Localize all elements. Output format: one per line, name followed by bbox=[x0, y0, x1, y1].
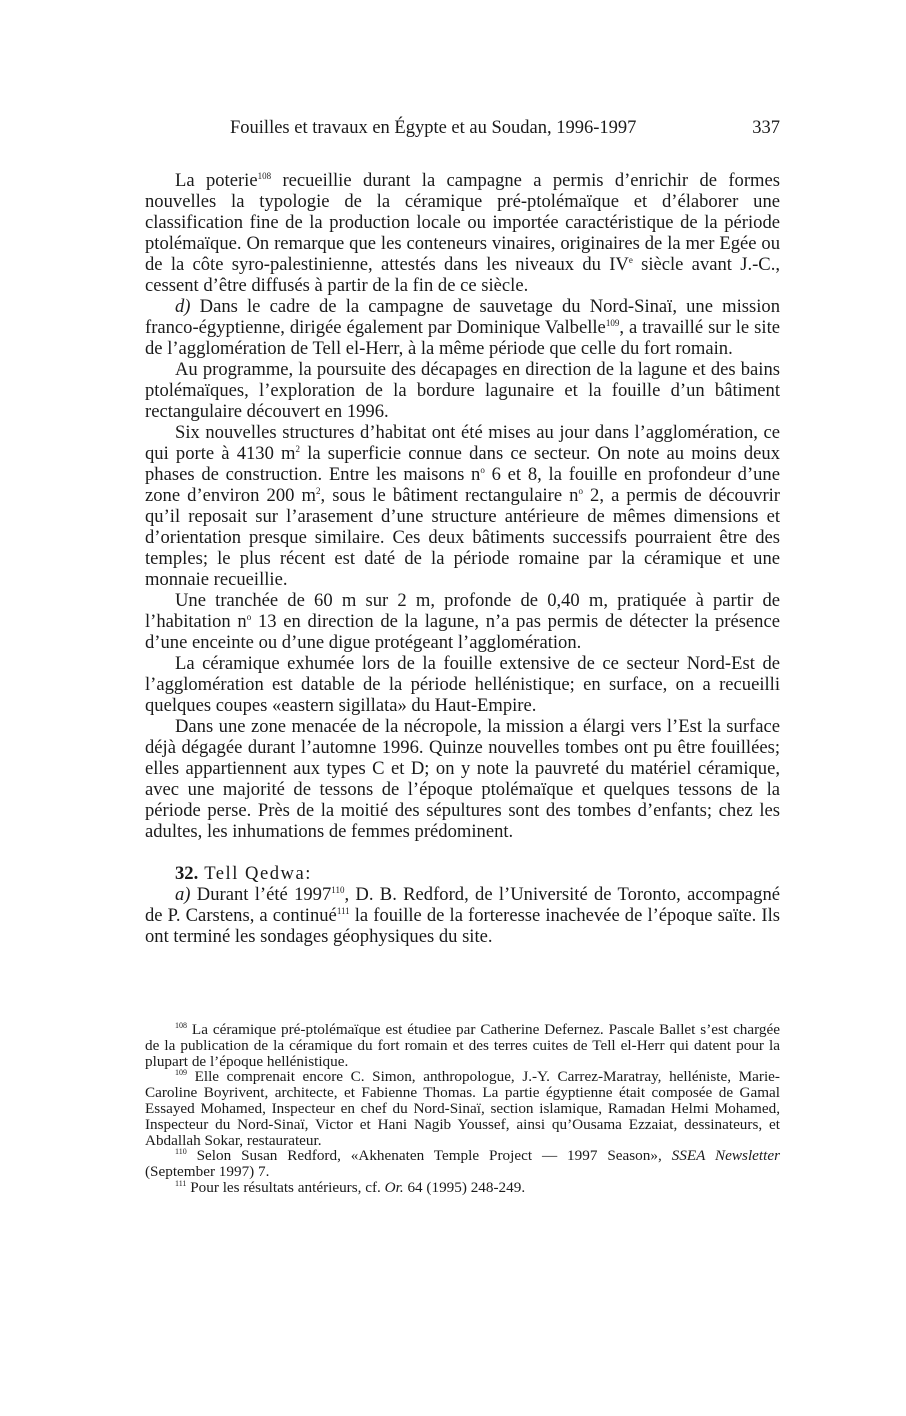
text-run: , a travaillé sur le site de l’agglomération de Tell el-Herr, à la même période que celle du fort romain. bbox=[145, 317, 780, 359]
body-paragraph bbox=[145, 716, 780, 842]
footnote-ref: 110 bbox=[331, 885, 345, 895]
footnote-ref: 109 bbox=[605, 318, 620, 328]
body-paragraph bbox=[145, 653, 780, 716]
italic-text: d) bbox=[175, 296, 191, 317]
text-run: Au programme, la poursuite des décapages en direction de la lagune et des bains ptolémaïques, l’exploration de la bordure lagunaire et la fouille d’un bâtiment rectangulaire découvert en 1996. bbox=[145, 359, 780, 422]
text-run: Durant l’été 1997 bbox=[190, 884, 332, 905]
text-run: Selon Susan Redford, «Akhenaten Temple Project — 1997 Season», bbox=[186, 1147, 672, 1165]
body-paragraph bbox=[145, 359, 780, 422]
footnote bbox=[145, 1022, 780, 1069]
footnote bbox=[145, 1180, 780, 1196]
footnote bbox=[145, 1069, 780, 1148]
body-text bbox=[145, 170, 780, 947]
footnote-ref: 108 bbox=[257, 171, 272, 181]
text-run: La céramique pré-ptolémaïque est étudiee par Catherine Defernez. Pascale Ballet s’est chargée de la publication de la céramique du fort romain et des terres cuites de Tell el-Herr qui datent pour la plupart de l’époque hellénistique. bbox=[145, 1021, 780, 1070]
section-heading bbox=[145, 863, 780, 884]
text-run: Dans le cadre de la campagne de sauvetage du Nord-Sinaï, une mission franco-égyptienne, dirigée également par Dominique Valbelle bbox=[145, 296, 780, 338]
text-run: Six nouvelles structures d’habitat ont été mises au jour dans l’agglomération, ce qui porte à 4130 m bbox=[145, 422, 780, 464]
page-number: 337 bbox=[752, 118, 780, 138]
section-title: Tell Qedwa: bbox=[204, 863, 312, 884]
body-paragraph bbox=[145, 296, 780, 359]
italic-text: Or. bbox=[384, 1178, 404, 1196]
footnote-ref: 108 bbox=[175, 1021, 187, 1030]
italic-text: a) bbox=[175, 884, 191, 905]
text-run: Une tranchée de 60 m sur 2 m, profonde de 0,40 m, pratiquée à partir de l’habitation n bbox=[145, 590, 780, 632]
text-run: Elle comprenait encore C. Simon, anthropologue, J.-Y. Carrez-Maratray, helléniste, Marie-Caroline Boyrivent, architecte, et Fabienne Thomas. La partie égyptienne était composée de Gamal Essayed Mohamed, Inspecteur en chef du Nord-Sinaï, section islamique, Ramadan Helmi Mohamed, Inspecteur du Nord-Sinaï, Victor et Hani Nagib Youssef, ainsi qu’Ousama Ezzaiat, dessinateurs, et Abdallah Sokar, restaurateur. bbox=[145, 1068, 780, 1149]
body-paragraph bbox=[145, 590, 780, 653]
footnote-ref: o bbox=[480, 465, 485, 475]
section-number: 32. bbox=[175, 863, 199, 884]
footnote-ref: 109 bbox=[175, 1068, 187, 1078]
text-run: 6 et 8, la fouille en profondeur d’une zone d’environ 200 m bbox=[145, 464, 780, 506]
footnote-ref: o bbox=[246, 612, 252, 622]
text-run: (September 1997) 7. bbox=[145, 1163, 270, 1181]
text-run: , D. B. Redford, de l’Université de Toronto, accompagné de P. Carstens, a continué bbox=[145, 884, 781, 926]
footnote-ref: e bbox=[628, 255, 633, 265]
text-run: La poterie bbox=[175, 170, 258, 191]
italic-text: SSEA Newsletter bbox=[671, 1147, 780, 1165]
footnote bbox=[145, 1148, 780, 1180]
text-run: recueillie durant la campagne a permis d’enrichir de formes nouvelles la typologie de la céramique pré-ptolémaïque et d’élaborer une classification fine de la production locale ou importée caractéristique de la période ptolémaïque. On remarque que les conteneurs vinaires, originaires de la mer Egée ou de la côte syro-palestinienne, attestés dans les niveaux du IV bbox=[145, 170, 780, 275]
text-run: la superficie connue dans ce secteur. On note au moins deux phases de construction. Entre les maisons n bbox=[145, 443, 780, 485]
text-run: Dans une zone menacée de la nécropole, la mission a élargi vers l’Est la surface déjà dégagée durant l’automne 1996. Quinze nouvelles tombes ont pu être fouillées; elles appartiennent aux types C et D; on y note la pauvreté du matériel céramique, avec une majorité de tessons de l’époque ptolémaïque et quelques tessons de la période perse. Près de la moitié des sépultures sont des tombes d’enfants; chez les adultes, les inhumations de femmes prédominent. bbox=[145, 716, 780, 842]
body-paragraph bbox=[145, 170, 780, 296]
text-run: , sous le bâtiment rectangulaire n bbox=[320, 485, 579, 506]
text-run: la fouille de la forteresse inachevée de l’époque saïte. Ils ont terminé les sondages géophysiques du site. bbox=[145, 905, 780, 947]
footnotes bbox=[145, 1022, 780, 1196]
text-run: Pour les résultats antérieurs, cf. bbox=[186, 1178, 385, 1196]
text-run: La céramique exhumée lors de la fouille extensive de ce secteur Nord-Est de l’agglomération est datable de la période hellénistique; en surface, on a recueilli quelques coupes «eastern sigillata» du Haut-Empire. bbox=[145, 653, 780, 716]
running-title: Fouilles et travaux en Égypte et au Soudan, 1996-1997 bbox=[230, 118, 637, 138]
footnote-ref: 2 bbox=[295, 444, 301, 454]
section-paragraph bbox=[145, 884, 780, 947]
footnote-ref: o bbox=[578, 486, 583, 496]
footnote-ref: 2 bbox=[316, 486, 321, 496]
footnote-ref: 111 bbox=[336, 906, 350, 916]
text-run: siècle avant J.-C., cessent d’être diffusés à partir de la fin de ce siècle. bbox=[145, 254, 780, 296]
text-run: 13 en direction de la lagune, n’a pas permis de détecter la présence d’une enceinte ou d’une digue protégeant l’agglomération. bbox=[145, 611, 780, 653]
text-run: 2, a permis de découvrir qu’il reposait sur l’arasement d’une structure antérieure de mêmes dimensions et d’orientation presque similaire. Ces deux bâtiments successifs pourraient être des temples; le plus récent est daté de la période romaine par la céramique et une monnaie recueillie. bbox=[145, 485, 780, 590]
text-run: 64 (1995) 248-249. bbox=[403, 1178, 526, 1196]
footnote-ref: 110 bbox=[175, 1147, 187, 1157]
footnote-ref: 111 bbox=[175, 1178, 187, 1188]
body-paragraph bbox=[145, 422, 780, 590]
